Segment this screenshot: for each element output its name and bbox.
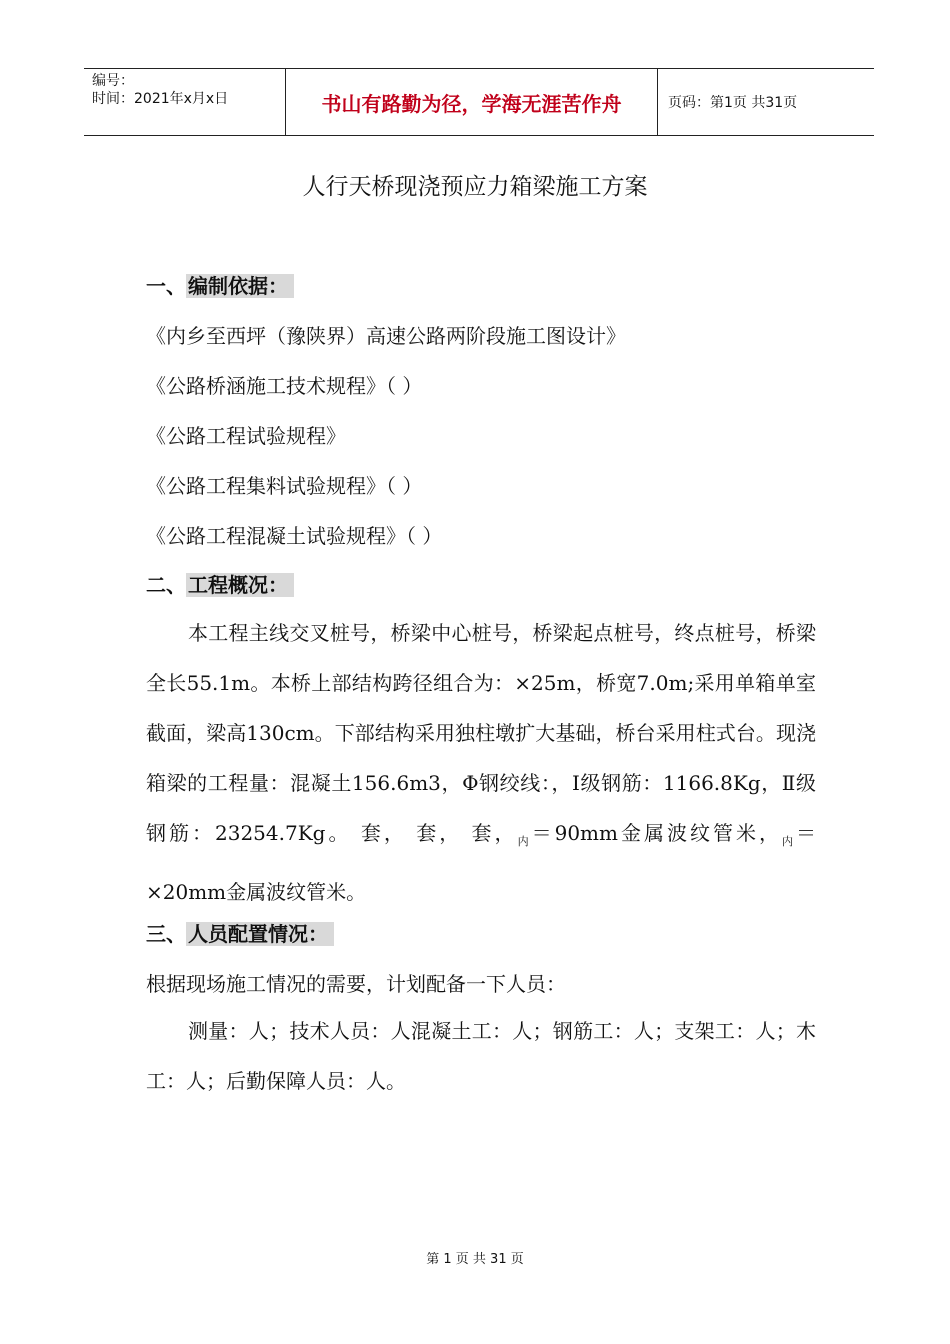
document-time-label: 时间：2021年x月x日 [92,91,229,107]
section-heading-text: 人员配置情况： [186,922,334,946]
page-header [84,68,874,136]
section-heading-text: 工程概况： [186,573,294,597]
basis-item: 《公路工程集料试验规程》（ ） [146,474,423,498]
document-title: 人行天桥现浇预应力箱梁施工方案 [302,174,648,200]
section-heading-text: 编制依据： [186,274,294,298]
basis-item: 《内乡至西坪（豫陕界）高速公路两阶段施工图设计》 [146,324,626,348]
basis-item: 《公路工程试验规程》 [146,424,346,448]
overview-text: ＝90mm金属波纹管米， [531,821,783,845]
overview-text: ＝×20mm金属波纹管米。 [146,821,817,904]
header-page-info: 页码：第1页 共31页 [668,95,798,111]
header-motto: 书山有路勤为径，学海无涯苦作舟 [285,69,658,135]
document-number-label: 编号： [92,73,134,89]
basis-item: 《公路工程混凝土试验规程》（ ） [146,524,443,548]
section-heading-overview [146,569,294,598]
overview-paragraph [146,608,816,917]
header-meta [84,69,285,135]
section-marker: 一、 [146,274,186,298]
staffing-intro: 根据现场施工情况的需要，计划配备一下人员： [146,972,566,996]
section-marker: 三、 [146,922,186,946]
page-footer: 第 1 页 共 31 页 [426,1252,524,1267]
subscript: 内 [782,835,797,848]
section-heading-basis [146,270,294,299]
section-marker: 二、 [146,573,186,597]
subscript: 内 [517,835,532,848]
staffing-paragraph: 测量：人；技术人员：人混凝土工：人；钢筋工：人；支架工：人；木工：人；后勤保障人员：人。 [146,1019,816,1093]
section-heading-staffing [146,918,334,947]
basis-item: 《公路桥涵施工技术规程》（ ） [146,374,423,398]
overview-text: 本工程主线交叉桩号，桥梁中心桩号，桥梁起点桩号，终点桩号，桥梁全长55.1m。本桥上部结构跨径组合为：×25m，桥宽7.0m;采用单箱单室截面，梁高130cm。下部结构采用独柱墩扩大基础，桥台采用柱式台。现浇箱梁的工程量：混凝土156.6m3，Φ钢绞线：，Ⅰ级钢筋：1166.8Kg，Ⅱ级钢筋：23254.7Kg。 套， 套， 套， [146,621,816,845]
